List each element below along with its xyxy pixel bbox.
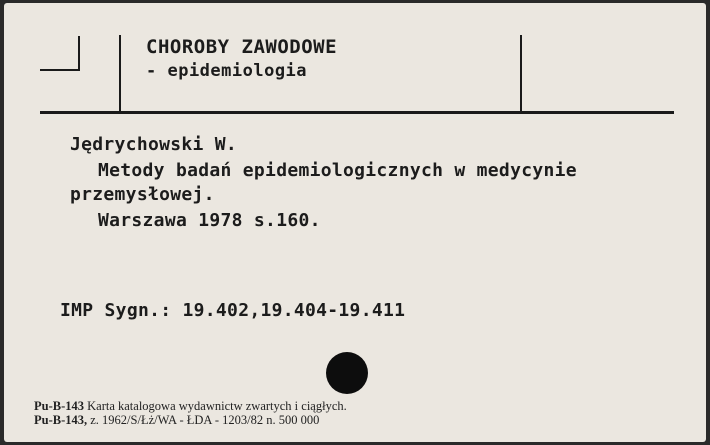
subject-heading (146, 35, 337, 83)
header-divider-left (119, 35, 121, 113)
corner-mark-vertical (78, 36, 80, 71)
footer-line-1 (34, 399, 347, 413)
footer-text-2: z. 1962/S/Łż/WA - ŁDA - 1203/82 n. 500 000 (90, 413, 320, 427)
footer-text-1: Karta katalogowa wydawnictw zwartych i ciągłych. (87, 399, 347, 413)
publication-info: Warszawa 1978 s.160. (98, 210, 321, 231)
card-footer (34, 399, 347, 427)
footer-code-1: Pu-B-143 (34, 399, 84, 413)
footer-code-2: Pu-B-143, (34, 413, 88, 427)
call-number: IMP Sygn.: 19.402,19.404-19.411 (60, 300, 406, 321)
punch-hole (326, 352, 368, 394)
catalog-card (4, 3, 706, 442)
corner-mark-horizontal (40, 69, 80, 71)
title-line-2: przemysłowej. (70, 184, 215, 205)
subject-sub: - epidemiologia (146, 61, 308, 81)
footer-line-2 (34, 413, 347, 427)
header-divider-right (520, 35, 522, 113)
subject-main: CHOROBY ZAWODOWE (146, 36, 338, 58)
header-rule (40, 111, 674, 114)
author: Jędrychowski W. (70, 134, 238, 155)
title-line-1: Metody badań epidemiologicznych w medycynie (98, 160, 577, 181)
